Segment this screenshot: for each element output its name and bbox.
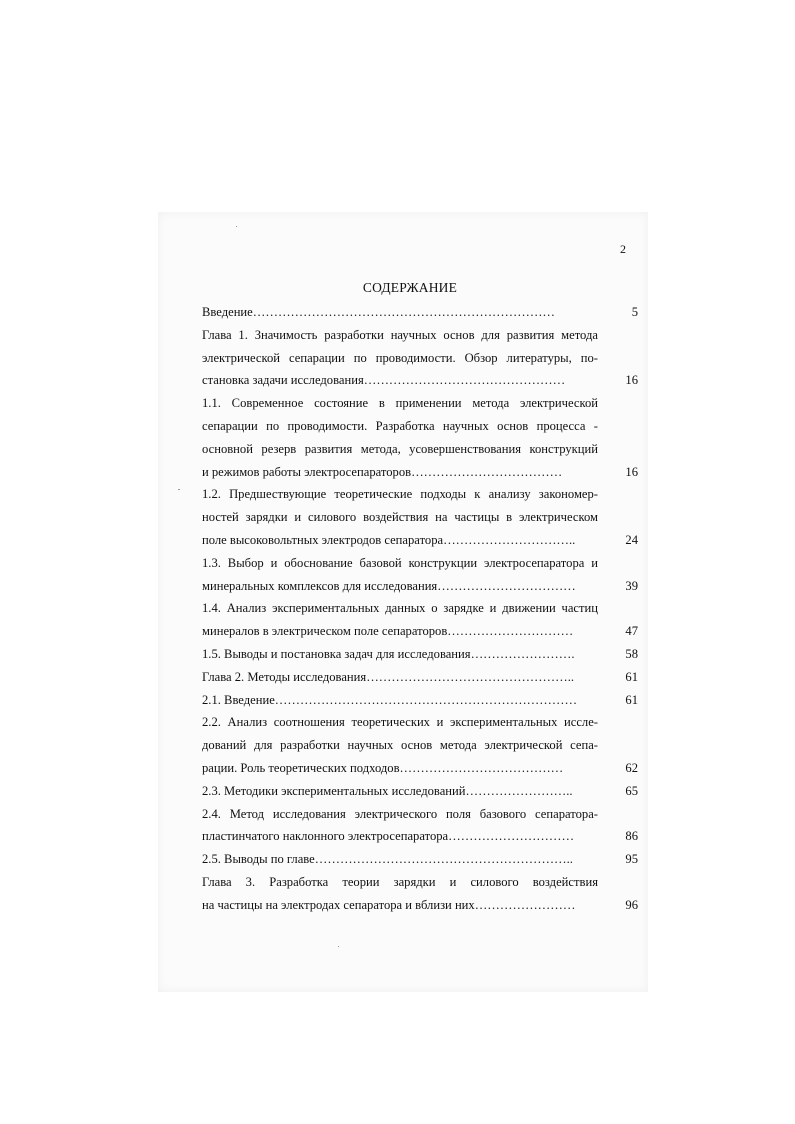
- toc-line: [202, 803, 642, 826]
- scan-speck: [338, 946, 339, 947]
- toc-line: [202, 415, 642, 438]
- toc-entry-page: 65: [625, 783, 638, 798]
- toc-entry-page: 62: [625, 760, 638, 775]
- toc-line: [202, 347, 642, 370]
- toc-line: [202, 301, 642, 324]
- toc-entry-text: электрической сепарации по проводимости. Обзор литературы, по-: [202, 350, 598, 365]
- toc-line: [202, 689, 642, 712]
- toc-line: [202, 369, 642, 392]
- toc-entry-text: и режимов работы электросепараторов………………………………: [202, 464, 563, 479]
- toc-line: [202, 848, 642, 871]
- toc-entry-page: 86: [625, 829, 638, 844]
- toc-entry-page: 61: [625, 669, 638, 684]
- toc-entry-page: 24: [625, 532, 638, 547]
- toc-entry-text: 1.2. Предшествующие теоретические подходы к анализу закономер-: [202, 487, 598, 502]
- toc-line: [202, 438, 642, 461]
- toc-entry-text: на частицы на электродах сепаратора и вблизи них……………………: [202, 897, 576, 912]
- toc-entry-text: минеральных комплексов для исследования……………………………: [202, 578, 576, 593]
- toc-entry-text: 1.1. Современное состояние в применении метода электрической: [202, 396, 598, 411]
- toc-line: [202, 483, 642, 506]
- toc-line: [202, 461, 642, 484]
- toc-entry-text: дований для разработки научных основ метода электрической сепа-: [202, 738, 598, 753]
- toc-line: [202, 894, 642, 917]
- toc-entry-text: 2.3. Методики экспериментальных исследований……………………..: [202, 783, 573, 798]
- toc-line: [202, 825, 642, 848]
- toc-line: [202, 597, 642, 620]
- toc-line: [202, 666, 642, 689]
- toc-line: [202, 575, 642, 598]
- toc-entry-page: 95: [625, 852, 638, 867]
- toc-entry-page: 58: [625, 646, 638, 661]
- toc-entry-page: 96: [625, 897, 638, 912]
- toc-entry-text: 1.3. Выбор и обоснование базовой конструкции электросепаратора и: [202, 555, 598, 570]
- toc-entry-text: становка задачи исследования…………………………………………: [202, 373, 566, 388]
- toc-entry-text: 1.5. Выводы и постановка задач для исследования…………………….: [202, 646, 575, 661]
- toc-entry-text: ностей зарядки и силового воздействия на частицы в электрическом: [202, 510, 598, 525]
- toc-entry-text: минералов в электрическом поле сепараторов…………………………: [202, 624, 574, 639]
- table-of-contents: [202, 301, 642, 917]
- toc-entry-text: Введение………………………………………………………………: [202, 305, 556, 319]
- toc-entry-text: 1.4. Анализ экспериментальных данных о зарядке и движении частиц: [202, 601, 598, 616]
- toc-entry-page: 39: [625, 578, 638, 593]
- toc-entry-text: Глава 1. Значимость разработки научных основ для развития метода: [202, 327, 598, 342]
- toc-entry-text: поле высоковольтных электродов сепаратора…………………………..: [202, 532, 576, 547]
- toc-entry-page: 5: [631, 305, 638, 319]
- toc-entry-text: Глава 3. Разработка теории зарядки и силового воздействия: [202, 874, 598, 889]
- toc-entry-text: основной резерв развития метода, усовершенствования конструкций: [202, 441, 598, 456]
- toc-line: [202, 711, 642, 734]
- toc-line: [202, 529, 642, 552]
- toc-line: [202, 757, 642, 780]
- toc-line: [202, 506, 642, 529]
- toc-entry-page: 16: [625, 464, 638, 479]
- page-number: 2: [620, 242, 626, 256]
- toc-entry-text: рации. Роль теоретических подходов…………………………………: [202, 760, 564, 775]
- toc-line: [202, 620, 642, 643]
- toc-line: [202, 643, 642, 666]
- toc-line: [202, 734, 642, 757]
- toc-line: [202, 392, 642, 415]
- toc-entry-text: Глава 2. Методы исследования…………………………………………..: [202, 669, 575, 684]
- toc-line: [202, 871, 642, 894]
- toc-line: [202, 780, 642, 803]
- toc-entry-text: 2.5. Выводы по главе……………………………………………………..: [202, 852, 573, 867]
- toc-title: СОДЕРЖАНИЕ: [362, 280, 458, 295]
- toc-entry-text: пластинчатого наклонного электросепаратора…………………………: [202, 829, 575, 844]
- scan-speck: [236, 226, 237, 227]
- toc-entry-page: 16: [625, 373, 638, 388]
- toc-entry-text: сепарации по проводимости. Разработка научных основ процесса -: [202, 418, 598, 433]
- toc-entry-page: 61: [625, 692, 638, 707]
- toc-entry-text: 2.2. Анализ соотношения теоретических и экспериментальных иссле-: [202, 715, 598, 730]
- scan-speck: [178, 489, 180, 490]
- toc-line: [202, 552, 642, 575]
- toc-entry-page: 47: [625, 624, 638, 639]
- toc-entry-text: 2.1. Введение………………………………………………………………: [202, 692, 578, 707]
- toc-line: [202, 324, 642, 347]
- toc-entry-text: 2.4. Метод исследования электрического поля базового сепаратора-: [202, 806, 598, 821]
